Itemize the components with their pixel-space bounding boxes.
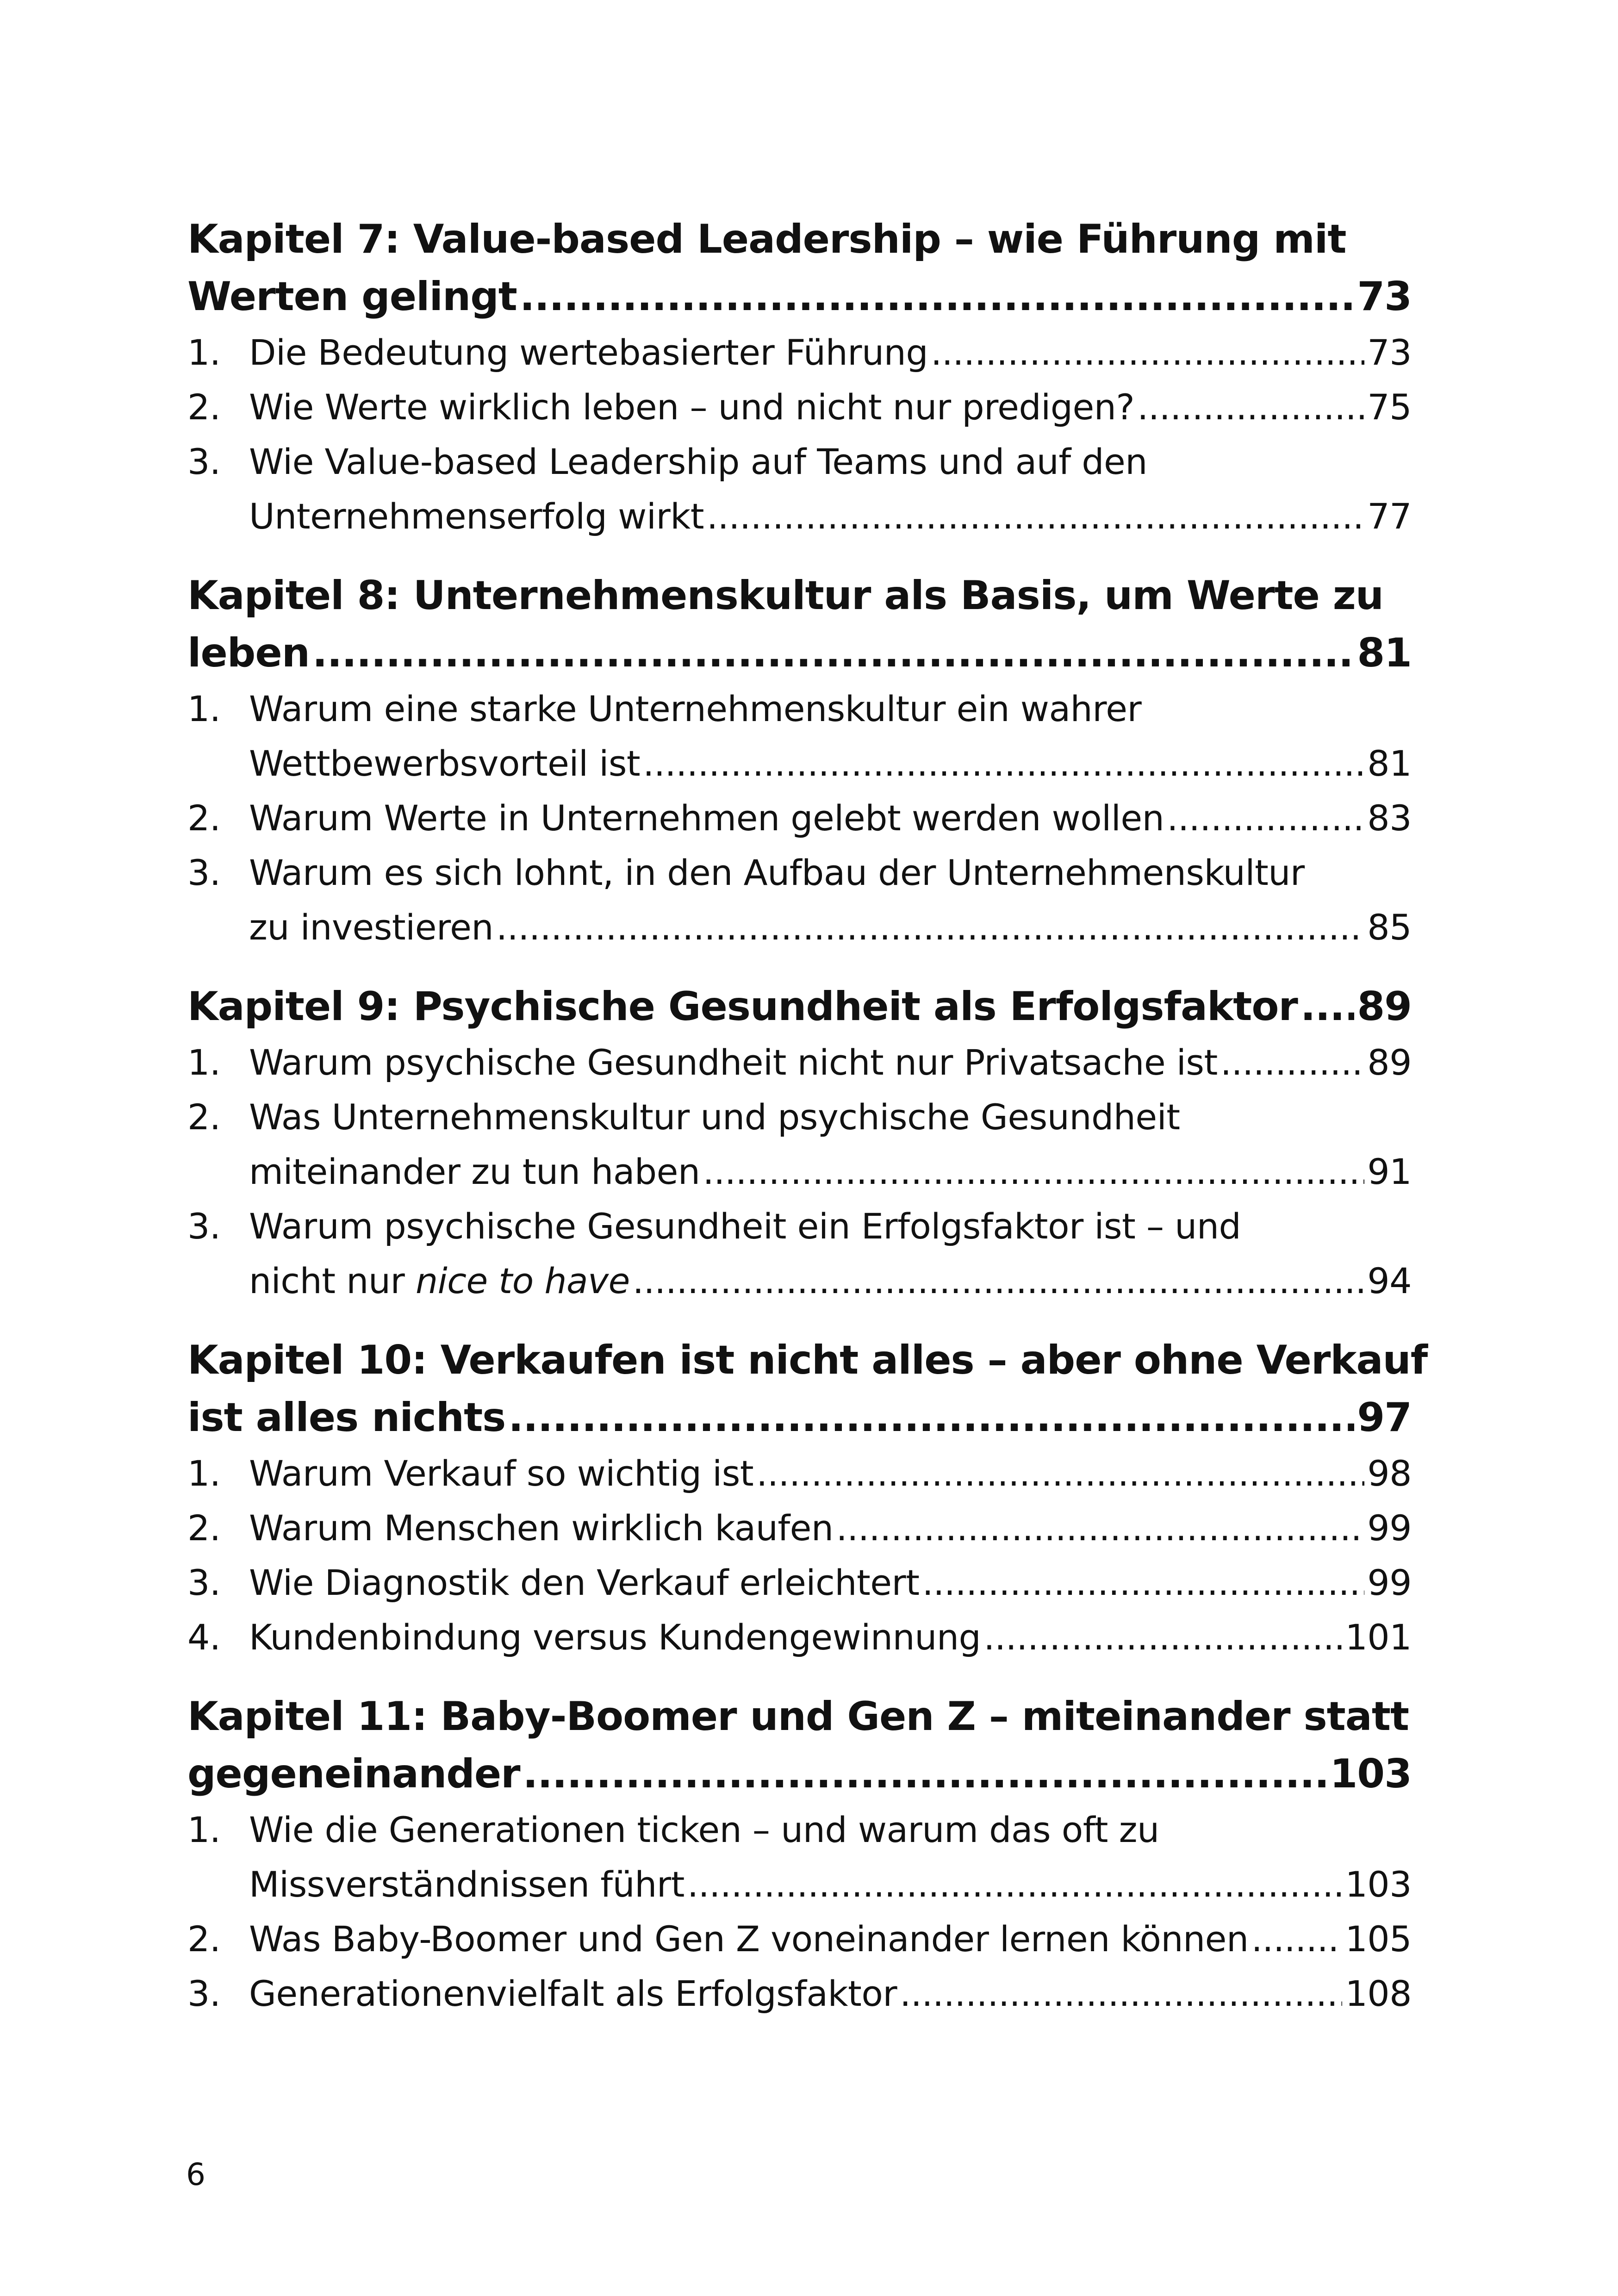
section-page-number: 91 bbox=[1367, 1151, 1412, 1192]
dot-leader bbox=[1251, 1912, 1343, 1966]
section-number: 3. bbox=[187, 1973, 221, 2014]
section-body bbox=[249, 1556, 1412, 1610]
toc-section bbox=[187, 380, 1412, 435]
toc-chapter bbox=[187, 1332, 1428, 1665]
section-title-part: miteinander zu tun haben bbox=[249, 1151, 700, 1192]
dot-leader bbox=[1220, 1035, 1364, 1090]
section-number: 1. bbox=[187, 688, 221, 729]
toc-section bbox=[187, 1446, 1412, 1501]
section-title-part: zu investieren bbox=[249, 907, 494, 948]
dot-leader bbox=[687, 1857, 1343, 1912]
section-number: 3. bbox=[187, 852, 221, 893]
dot-leader bbox=[643, 736, 1364, 791]
section-body bbox=[249, 1035, 1412, 1090]
section-number: 3. bbox=[187, 1562, 221, 1603]
section-page-number: 108 bbox=[1345, 1973, 1412, 2014]
chapter-title-line bbox=[187, 1332, 1428, 1389]
section-title-part: Kundenbindung versus Kundengewinnung bbox=[249, 1617, 981, 1658]
section-title-line bbox=[249, 791, 1412, 846]
dot-leader bbox=[520, 268, 1354, 325]
dot-leader bbox=[523, 1745, 1327, 1803]
chapter-title-line bbox=[187, 624, 1412, 682]
section-title-line bbox=[249, 325, 1412, 380]
section-page-number: 83 bbox=[1367, 797, 1412, 839]
section-page-number: 89 bbox=[1367, 1042, 1412, 1083]
section-number: 1. bbox=[187, 1809, 221, 1850]
section-body bbox=[249, 791, 1412, 846]
section-number: 3. bbox=[187, 441, 221, 482]
section-title-line bbox=[249, 489, 1412, 544]
chapter-title-text: leben bbox=[187, 630, 310, 676]
toc-section bbox=[187, 682, 1412, 791]
section-title-line bbox=[249, 846, 1412, 900]
toc-section bbox=[187, 325, 1412, 380]
toc-section bbox=[187, 1199, 1412, 1308]
section-page-number: 105 bbox=[1345, 1918, 1412, 1960]
section-page-number: 85 bbox=[1367, 907, 1412, 948]
toc-section bbox=[187, 1035, 1412, 1090]
section-title-text bbox=[249, 791, 1164, 846]
chapter-heading bbox=[187, 567, 1412, 682]
chapter-page-number: 97 bbox=[1357, 1394, 1412, 1441]
section-title-line bbox=[249, 1254, 1412, 1308]
dot-leader bbox=[922, 1556, 1365, 1610]
section-title-text bbox=[249, 1206, 1241, 1247]
section-title-text bbox=[249, 1145, 700, 1199]
section-page-number: 103 bbox=[1345, 1864, 1412, 1905]
section-page-number: 98 bbox=[1367, 1453, 1412, 1494]
dot-leader bbox=[1167, 791, 1364, 846]
section-body bbox=[249, 1199, 1412, 1308]
section-title-text bbox=[249, 441, 1147, 482]
section-body bbox=[249, 1803, 1412, 1912]
section-title-text bbox=[249, 380, 1134, 435]
chapter-title-text: Kapitel 10: Verkaufen ist nicht alles – aber ohne Verkauf bbox=[187, 1337, 1428, 1383]
section-title-line bbox=[249, 1446, 1412, 1501]
section-number: 1. bbox=[187, 1453, 221, 1494]
chapter-title-line bbox=[187, 978, 1412, 1035]
section-page-number: 77 bbox=[1367, 496, 1412, 537]
section-title-part: Missverständnissen führt bbox=[249, 1864, 685, 1905]
section-page-number: 94 bbox=[1367, 1260, 1412, 1301]
chapter-page-number: 73 bbox=[1357, 274, 1412, 320]
chapter-title-text: Kapitel 7: Value-based Leadership – wie Führung mit bbox=[187, 216, 1346, 262]
chapter-title-text: Kapitel 8: Unternehmenskultur als Basis, um Werte zu bbox=[187, 572, 1384, 619]
section-number: 2. bbox=[187, 1507, 221, 1549]
chapter-page-number: 103 bbox=[1330, 1751, 1412, 1797]
section-number: 1. bbox=[187, 332, 221, 373]
dot-leader bbox=[508, 1389, 1354, 1446]
dot-leader bbox=[836, 1501, 1365, 1556]
section-page-number: 81 bbox=[1367, 743, 1412, 784]
section-title-part: Was Baby-Boomer und Gen Z voneinander lernen können bbox=[249, 1918, 1249, 1960]
section-title-part: Wie Value-based Leadership auf Teams und auf den bbox=[249, 441, 1147, 482]
dot-leader bbox=[931, 325, 1364, 380]
section-title-text bbox=[249, 1809, 1159, 1850]
section-title-line bbox=[249, 1857, 1412, 1912]
section-body bbox=[249, 846, 1412, 955]
section-title-part: Wie die Generationen ticken – und warum das oft zu bbox=[249, 1809, 1159, 1850]
section-title-part: Unternehmenserfolg wirkt bbox=[249, 496, 704, 537]
chapter-title-text: gegeneinander bbox=[187, 1751, 520, 1797]
section-title-line bbox=[249, 1610, 1412, 1665]
chapter-title-text: Kapitel 9: Psychische Gesundheit als Erfolgsfaktor bbox=[187, 983, 1298, 1030]
section-title-text bbox=[249, 1501, 834, 1556]
page-number: 6 bbox=[186, 2157, 205, 2192]
chapter-title-line bbox=[187, 268, 1412, 325]
section-title-part: Warum Werte in Unternehmen gelebt werden wollen bbox=[249, 797, 1164, 839]
section-title-text bbox=[249, 1610, 981, 1665]
section-page-number: 73 bbox=[1367, 332, 1412, 373]
section-title-text bbox=[249, 489, 704, 544]
toc-section bbox=[187, 791, 1412, 846]
section-body bbox=[249, 1446, 1412, 1501]
chapter-title-text: Werten gelingt bbox=[187, 274, 517, 320]
dot-leader bbox=[1137, 380, 1364, 435]
section-title-part: nicht nur bbox=[249, 1260, 416, 1301]
chapter-title-text: ist alles nichts bbox=[187, 1394, 506, 1441]
section-title-part: Die Bedeutung wertebasierter Führung bbox=[249, 332, 928, 373]
section-number: 1. bbox=[187, 1042, 221, 1083]
section-body bbox=[249, 1966, 1412, 2021]
section-title-text bbox=[249, 1966, 897, 2021]
toc-chapter bbox=[187, 1688, 1412, 2021]
chapter-page-number: 89 bbox=[1357, 983, 1412, 1030]
section-number: 2. bbox=[187, 386, 221, 428]
toc-section bbox=[187, 1501, 1412, 1556]
section-title-text bbox=[249, 852, 1305, 893]
section-body bbox=[249, 1501, 1412, 1556]
section-page-number: 99 bbox=[1367, 1562, 1412, 1603]
section-title-part: Generationenvielfalt als Erfolgsfaktor bbox=[249, 1973, 897, 2014]
section-title-line bbox=[249, 736, 1412, 791]
toc-chapter bbox=[187, 978, 1412, 1308]
toc-section bbox=[187, 1803, 1412, 1912]
section-title-line bbox=[249, 1556, 1412, 1610]
section-title-line bbox=[249, 1090, 1412, 1145]
section-number: 2. bbox=[187, 1096, 221, 1138]
section-number: 2. bbox=[187, 1918, 221, 1960]
dot-leader bbox=[496, 900, 1364, 955]
section-page-number: 99 bbox=[1367, 1507, 1412, 1549]
dot-leader bbox=[707, 489, 1364, 544]
dot-leader bbox=[983, 1610, 1342, 1665]
section-title-line bbox=[249, 1912, 1412, 1966]
dot-leader bbox=[703, 1145, 1365, 1199]
chapter-heading bbox=[187, 1332, 1428, 1446]
section-body bbox=[249, 1610, 1412, 1665]
section-title-part: Wie Werte wirklich leben – und nicht nur predigen? bbox=[249, 386, 1135, 428]
section-title-part: Warum eine starke Unternehmenskultur ein wahrer bbox=[249, 688, 1142, 729]
section-title-line bbox=[249, 380, 1412, 435]
chapter-title-line bbox=[187, 1745, 1412, 1803]
toc-section bbox=[187, 1966, 1412, 2021]
toc-section bbox=[187, 435, 1412, 544]
section-body bbox=[249, 435, 1412, 544]
section-title-part: Warum es sich lohnt, in den Aufbau der Unternehmenskultur bbox=[249, 852, 1305, 893]
dot-leader bbox=[1301, 978, 1354, 1035]
toc-section bbox=[187, 1556, 1412, 1610]
section-title-italic: nice to have bbox=[415, 1260, 630, 1301]
section-body bbox=[249, 380, 1412, 435]
section-title-text bbox=[249, 1254, 630, 1308]
chapter-heading bbox=[187, 211, 1412, 325]
section-title-text bbox=[249, 900, 493, 955]
section-body bbox=[249, 1912, 1412, 1966]
chapter-heading bbox=[187, 1688, 1412, 1803]
dot-leader bbox=[756, 1446, 1364, 1501]
section-title-part: Wettbewerbsvorteil ist bbox=[249, 743, 641, 784]
section-body bbox=[249, 682, 1412, 791]
section-title-text bbox=[249, 325, 928, 380]
chapter-title-text: Kapitel 11: Baby-Boomer und Gen Z – miteinander statt bbox=[187, 1693, 1409, 1740]
dot-leader bbox=[900, 1966, 1342, 2021]
section-title-text bbox=[249, 1035, 1218, 1090]
section-title-line bbox=[249, 1199, 1412, 1254]
chapter-title-line bbox=[187, 211, 1412, 268]
section-title-line bbox=[249, 1145, 1412, 1199]
section-title-part: Warum psychische Gesundheit nicht nur Privatsache ist bbox=[249, 1042, 1218, 1083]
dot-leader bbox=[633, 1254, 1364, 1308]
chapter-page-number: 81 bbox=[1357, 630, 1412, 676]
section-title-part: Was Unternehmenskultur und psychische Gesundheit bbox=[249, 1096, 1180, 1138]
dot-leader bbox=[312, 624, 1354, 682]
section-title-text bbox=[249, 1857, 685, 1912]
section-number: 2. bbox=[187, 797, 221, 839]
section-number: 4. bbox=[187, 1617, 221, 1658]
section-title-line bbox=[249, 435, 1412, 489]
section-title-part: Wie Diagnostik den Verkauf erleichtert bbox=[249, 1562, 920, 1603]
section-title-line bbox=[249, 1803, 1412, 1857]
section-title-line bbox=[249, 1966, 1412, 2021]
section-number: 3. bbox=[187, 1206, 221, 1247]
chapter-title-line bbox=[187, 1688, 1412, 1745]
toc-section bbox=[187, 846, 1412, 955]
toc-section bbox=[187, 1610, 1412, 1665]
table-of-contents bbox=[187, 211, 1428, 2044]
section-body bbox=[249, 1090, 1412, 1199]
toc-chapter bbox=[187, 567, 1412, 955]
section-page-number: 101 bbox=[1345, 1617, 1412, 1658]
section-title-line bbox=[249, 1501, 1412, 1556]
section-title-part: Warum psychische Gesundheit ein Erfolgsfaktor ist – und bbox=[249, 1206, 1241, 1247]
section-title-text bbox=[249, 736, 640, 791]
section-page-number: 75 bbox=[1367, 386, 1412, 428]
section-title-line bbox=[249, 682, 1412, 736]
section-title-text bbox=[249, 688, 1141, 729]
toc-section bbox=[187, 1090, 1412, 1199]
section-body bbox=[249, 325, 1412, 380]
section-title-line bbox=[249, 1035, 1412, 1090]
section-title-text bbox=[249, 1556, 920, 1610]
section-title-text bbox=[249, 1096, 1180, 1138]
chapter-title-line bbox=[187, 567, 1412, 624]
toc-section bbox=[187, 1912, 1412, 1966]
section-title-line bbox=[249, 900, 1412, 955]
section-title-part: Warum Menschen wirklich kaufen bbox=[249, 1507, 834, 1549]
chapter-title-line bbox=[187, 1389, 1412, 1446]
chapter-heading bbox=[187, 978, 1412, 1035]
toc-chapter bbox=[187, 211, 1412, 544]
section-title-text bbox=[249, 1912, 1249, 1966]
section-title-part: Warum Verkauf so wichtig ist bbox=[249, 1453, 754, 1494]
section-title-text bbox=[249, 1446, 753, 1501]
